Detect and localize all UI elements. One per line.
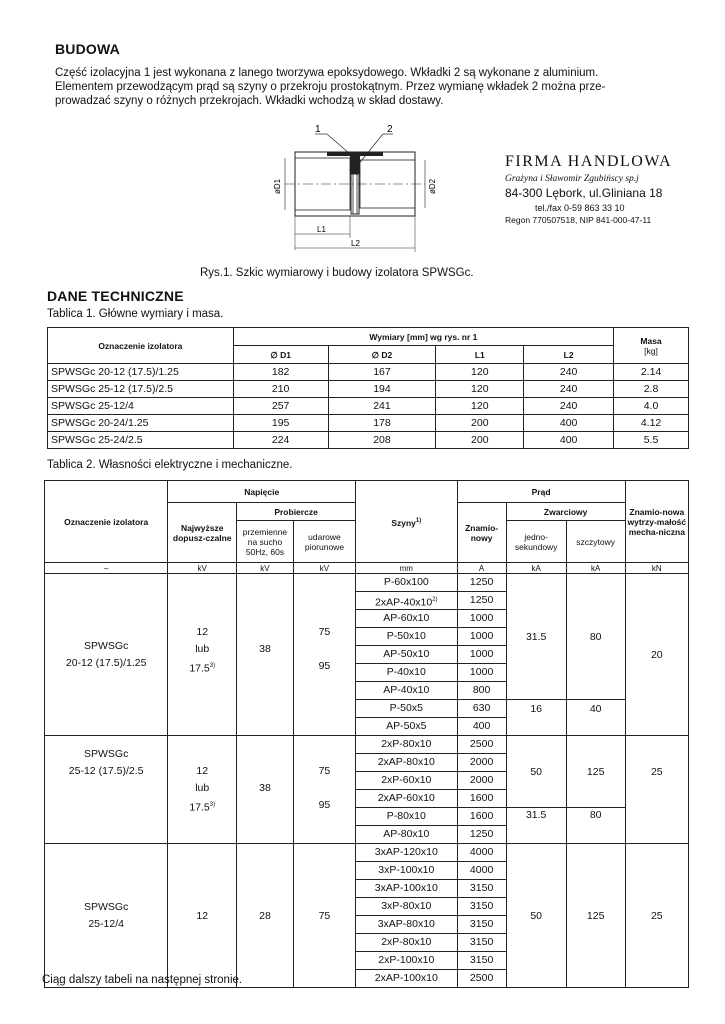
bar-size [356,682,457,699]
bar-size-text: AP-50x10 [383,648,430,660]
bar-size-text: 2xP-80x10 [381,936,432,948]
bar-size [356,700,457,718]
bar-size-text: AP-80x10 [383,828,430,840]
rated-current: 2500 [458,736,506,754]
t1-header-name: Oznaczenie izolatora [48,328,234,364]
t1-row [48,364,689,381]
g1-max-2-val: 17.5 [189,662,210,675]
rated-current: 3150 [458,916,506,934]
bar-size [356,610,457,628]
bar-size [356,826,457,843]
rated-current: 2000 [458,772,506,790]
bar-size-text: 2xAP-80x10 [377,756,435,768]
g2-max [168,736,237,844]
t1-cell-name: SPWSGc 20-24/1.25 [48,415,234,432]
rated-current: 1000 [458,628,506,646]
bar-size [356,844,457,862]
g2-max-or: lub [195,782,210,794]
g2-amps-a [457,736,506,808]
g1-name-line2: 20-12 (17.5)/1.25 [65,656,147,669]
rated-current: 3150 [458,952,506,970]
t2-unit-cell: kN [625,563,688,574]
t1-header-mass [614,328,689,364]
bar-size [356,934,457,952]
g1-ka2-a: 80 [566,574,625,700]
firm-stamp [505,153,705,225]
budowa-line: Elementem przewodzącym prąd są szyny o przekroju prostokątnym. Przez wymianę wkładek 2 można prze- [55,81,606,93]
g2-ka1-a: 50 [506,736,566,808]
g3-amps [457,844,506,988]
budowa-line: prowadzać szyny o różnych przekrojach. Wkładki wchodzą w skład dostawy. [55,95,444,107]
budowa-line: Część izolacyjna 1 jest wykonana z lanego tworzywa epoksydowego. Wkładki 2 są wykonane z aluminium. [55,67,599,79]
g3-ka2: 125 [566,844,625,988]
bar-size-text: 2xP-80x10 [381,738,432,750]
bar-size-text: P-60x100 [383,576,429,588]
t1-cell-name: SPWSGc 25-12 (17.5)/2.5 [48,381,234,398]
t1-row [48,381,689,398]
g2-ka1-b: 31.5 [506,808,566,844]
bar-size-text: 2xP-100x10 [378,954,435,966]
g3-max: 12 [168,844,237,988]
bar-size [356,718,457,735]
bar-size [356,808,457,826]
bar-size [356,916,457,934]
t1-cell: 2.8 [614,381,689,398]
t1-cell: 241 [328,398,436,415]
bar-size [356,952,457,970]
rated-current: 3150 [458,934,506,952]
table2-caption: Tablica 2. Własności elektryczne i mechaniczne. [47,459,293,471]
bar-size [356,880,457,898]
t2-header-short: Zwarciowy [506,503,625,521]
bar-size [356,664,457,682]
g3-ka1: 50 [506,844,566,988]
t2-header-name: Oznaczenie izolatora [45,481,168,563]
t1-header-l2: L2 [524,346,614,364]
section-heading-dane: DANE TECHNICZNE [47,288,184,304]
bar-size-text: 3xAP-120x10 [374,846,438,858]
bar-size [356,736,457,754]
g3-kn: 25 [625,844,688,988]
t2-header-rated: Znamio-nowy [457,503,506,563]
dimensions-table [47,327,689,449]
g1-imp-2: 95 [318,660,331,672]
g2-max-1: 12 [196,765,209,777]
g2-amps-b [457,808,506,844]
g1-kn: 20 [625,574,688,736]
t1-cell-name: SPWSGc 25-12/4 [48,398,234,415]
electrical-table [44,480,689,988]
g1-max-2 [168,658,236,678]
t2-unit-cell: mm [356,563,458,574]
g1-name [45,574,168,736]
rated-current: 1600 [458,808,506,826]
t2-header-test: Probiercze [237,503,356,521]
rated-current: 1000 [458,610,506,628]
t2-unit-cell: – [45,563,168,574]
t2-header-1s: jedno-sekundowy [506,521,566,563]
g1-ac: 38 [237,574,294,736]
g3-name-line2: 25-12/4 [88,917,124,930]
t1-row [48,415,689,432]
rated-current: 400 [472,720,491,732]
g2-bars-b [356,808,458,844]
t1-cell: 5.5 [614,432,689,449]
firm-phone: tel./fax 0-59 863 33 10 [535,203,625,213]
g2-ka2-a: 125 [566,736,625,808]
bar-size-text: 3xP-80x10 [381,900,432,912]
firm-name: FIRMA HANDLOWA [505,153,673,170]
bar-size-text: AP-50x5 [386,720,427,732]
bar-size-text: P-80x10 [386,810,426,822]
rated-current: 2500 [469,972,494,984]
rated-current: 1000 [458,664,506,682]
t1-cell: 210 [233,381,328,398]
rated-current: 4000 [458,844,506,862]
g1-amps-b [457,700,506,736]
table1-caption: Tablica 1. Główne wymiary i masa. [47,308,224,320]
g1-amps-a [457,574,506,700]
drawing-label-1: 1 [315,124,321,135]
t1-cell: 4.12 [614,415,689,432]
g3-ac: 28 [237,844,294,988]
g3-imp: 75 [293,844,355,988]
t2-header-max: Najwyższe dopusz-czalne [168,503,237,563]
g2-ka2-b: 80 [566,808,625,844]
g3-name [45,844,168,988]
drawing-label-2: 2 [387,124,393,135]
g2-imp-1: 75 [318,765,331,777]
t1-cell: 240 [524,398,614,415]
rated-current: 630 [458,700,506,718]
t1-row [48,432,689,449]
rated-current: 3150 [458,880,506,898]
t2-header-ac: przemienne na sucho 50Hz, 60s [237,521,294,563]
g2-kn: 25 [625,736,688,844]
t1-header-d2: ∅ D2 [328,346,436,364]
t2-header-bars-sup: 1) [415,517,422,524]
g1-max-1: 12 [196,626,209,638]
t2-header-strength: Znamio-nowa wytrzy-małość mecha-niczna [625,481,688,563]
g2-imp [293,736,355,844]
rated-current: 1600 [469,792,494,804]
t2-unit-cell: kA [566,563,625,574]
g1-bars-a [356,574,458,700]
t2-units-row [45,563,689,574]
t1-cell: 120 [436,364,524,381]
t1-cell-name: SPWSGc 25-24/2.5 [48,432,234,449]
g1-max-2-sup: 3) [209,663,216,669]
bar-size-text: 2xAP-100x10 [374,972,438,984]
bar-size-text: P-50x5 [389,702,423,714]
drawing-label-d2: øD2 [428,178,437,194]
t1-cell: 120 [436,381,524,398]
t1-cell: 178 [328,415,436,432]
g2-bars-a [356,736,458,808]
t2-header-bars-label: Szyny [391,517,416,528]
bar-size-text: 3xAP-80x10 [377,918,435,930]
firm-regon: Regon 770507518, NIP 841-000-47-11 [505,215,652,225]
t2-unit-cell: kV [293,563,355,574]
firm-address: 84-300 Lębork, ul.Gliniana 18 [505,186,663,200]
t1-header-mass-unit: [kg] [644,345,658,356]
bar-size [356,754,457,772]
bar-size-text: P-50x10 [386,630,426,642]
rated-current: 1250 [469,828,494,840]
t1-cell: 194 [328,381,436,398]
g2-name-line1: SPWSGc [83,748,129,760]
rated-current: 1250 [458,574,506,592]
footer-note: Ciąg dalszy tabeli na następnej stronie. [42,974,243,986]
t1-cell: 240 [524,381,614,398]
rated-current: 2000 [458,754,506,772]
t1-cell: 200 [436,415,524,432]
g1-max [168,574,237,736]
t1-cell: 182 [233,364,328,381]
g1-imp [293,574,355,736]
bar-size [356,790,457,807]
t2-unit-cell: A [457,563,506,574]
t1-header-dims: Wymiary [mm] wg rys. nr 1 [233,328,613,346]
t1-cell-name: SPWSGc 20-12 (17.5)/1.25 [48,364,234,381]
g2-max-2-sup: 3) [209,802,216,808]
bar-size-sup: 2) [432,597,438,603]
bar-size-text: 2xAP-60x10 [377,792,435,804]
t1-cell: 167 [328,364,436,381]
g2-imp-2: 95 [318,799,331,811]
section-heading-budowa: BUDOWA [55,41,120,57]
g1-imp-1: 75 [318,626,331,638]
t1-header-d1: ∅ D1 [233,346,328,364]
t1-cell: 400 [524,415,614,432]
bar-size [356,862,457,880]
drawing-insert [351,174,359,214]
t1-header-mass-label: Masa [640,335,662,346]
g1-ka1-a: 31.5 [506,574,566,700]
bar-size [356,970,457,987]
budowa-paragraph [55,66,695,108]
g2-ac: 38 [237,736,294,844]
g2-name [45,736,168,844]
bar-size-text: 2xAP-40x10 [375,596,433,609]
t1-cell: 224 [233,432,328,449]
bar-size [356,898,457,916]
insulator-drawing [265,122,445,254]
g1-max-or: lub [195,643,210,655]
g2-max-2-val: 17.5 [189,801,210,814]
bar-size-text: 2xP-60x10 [381,774,432,786]
rated-current: 4000 [458,862,506,880]
rated-current: 800 [472,684,491,696]
t1-cell: 195 [233,415,328,432]
t1-row [48,398,689,415]
bar-size [356,628,457,646]
t2-header-bars [356,481,458,563]
t1-cell: 400 [524,432,614,449]
t2-header-imp: udarowe piorunowe [293,521,355,563]
t2-header-peak: szczytowy [566,521,625,563]
g1-ka1-b: 16 [506,700,566,736]
g1-bars-b [356,700,458,736]
t2-unit-cell: kV [168,563,237,574]
t1-cell: 208 [328,432,436,449]
g1-name-line1: SPWSGc [83,639,129,652]
rated-current: 1250 [458,592,506,610]
rated-current: 1000 [458,646,506,664]
t1-cell: 240 [524,364,614,381]
bar-size-text: P-40x10 [386,666,426,678]
figure-caption: Rys.1. Szkic wymiarowy i budowy izolatora SPWSGc. [200,267,474,279]
bar-size [356,574,457,592]
rated-current: 3150 [458,898,506,916]
t1-body [48,364,689,449]
bar-size-text: AP-60x10 [383,612,430,624]
g2-max-2 [168,797,236,817]
bar-size [356,646,457,664]
drawing-label-l2: L2 [351,239,360,248]
g3-name-line1: SPWSGc [83,900,129,913]
bar-size-text: AP-40x10 [383,684,430,696]
t2-header-voltage: Napięcie [168,481,356,503]
bar-size-text: 3xAP-100x10 [374,882,438,894]
t1-cell: 257 [233,398,328,415]
t1-header-l1: L1 [436,346,524,364]
firm-owners: Grażyna i Sławomir Zgubińscy sp.j [505,174,639,184]
t1-cell: 2.14 [614,364,689,381]
drawing-label-l1: L1 [317,225,326,234]
t2-unit-cell: kA [506,563,566,574]
drawing-label-d1: øD1 [273,178,282,194]
t2-unit-cell: kV [237,563,294,574]
bar-size-text: 3xP-100x10 [378,864,435,876]
drawing-flange [327,152,383,174]
bar-size [356,592,457,610]
t1-cell: 120 [436,398,524,415]
t1-cell: 4.0 [614,398,689,415]
t1-cell: 200 [436,432,524,449]
g3-bars [356,844,458,988]
g2-name-line2: 25-12 (17.5)/2.5 [68,765,144,777]
g1-ka2-b: 40 [566,700,625,736]
bar-size [356,772,457,790]
t2-header-current: Prąd [457,481,625,503]
